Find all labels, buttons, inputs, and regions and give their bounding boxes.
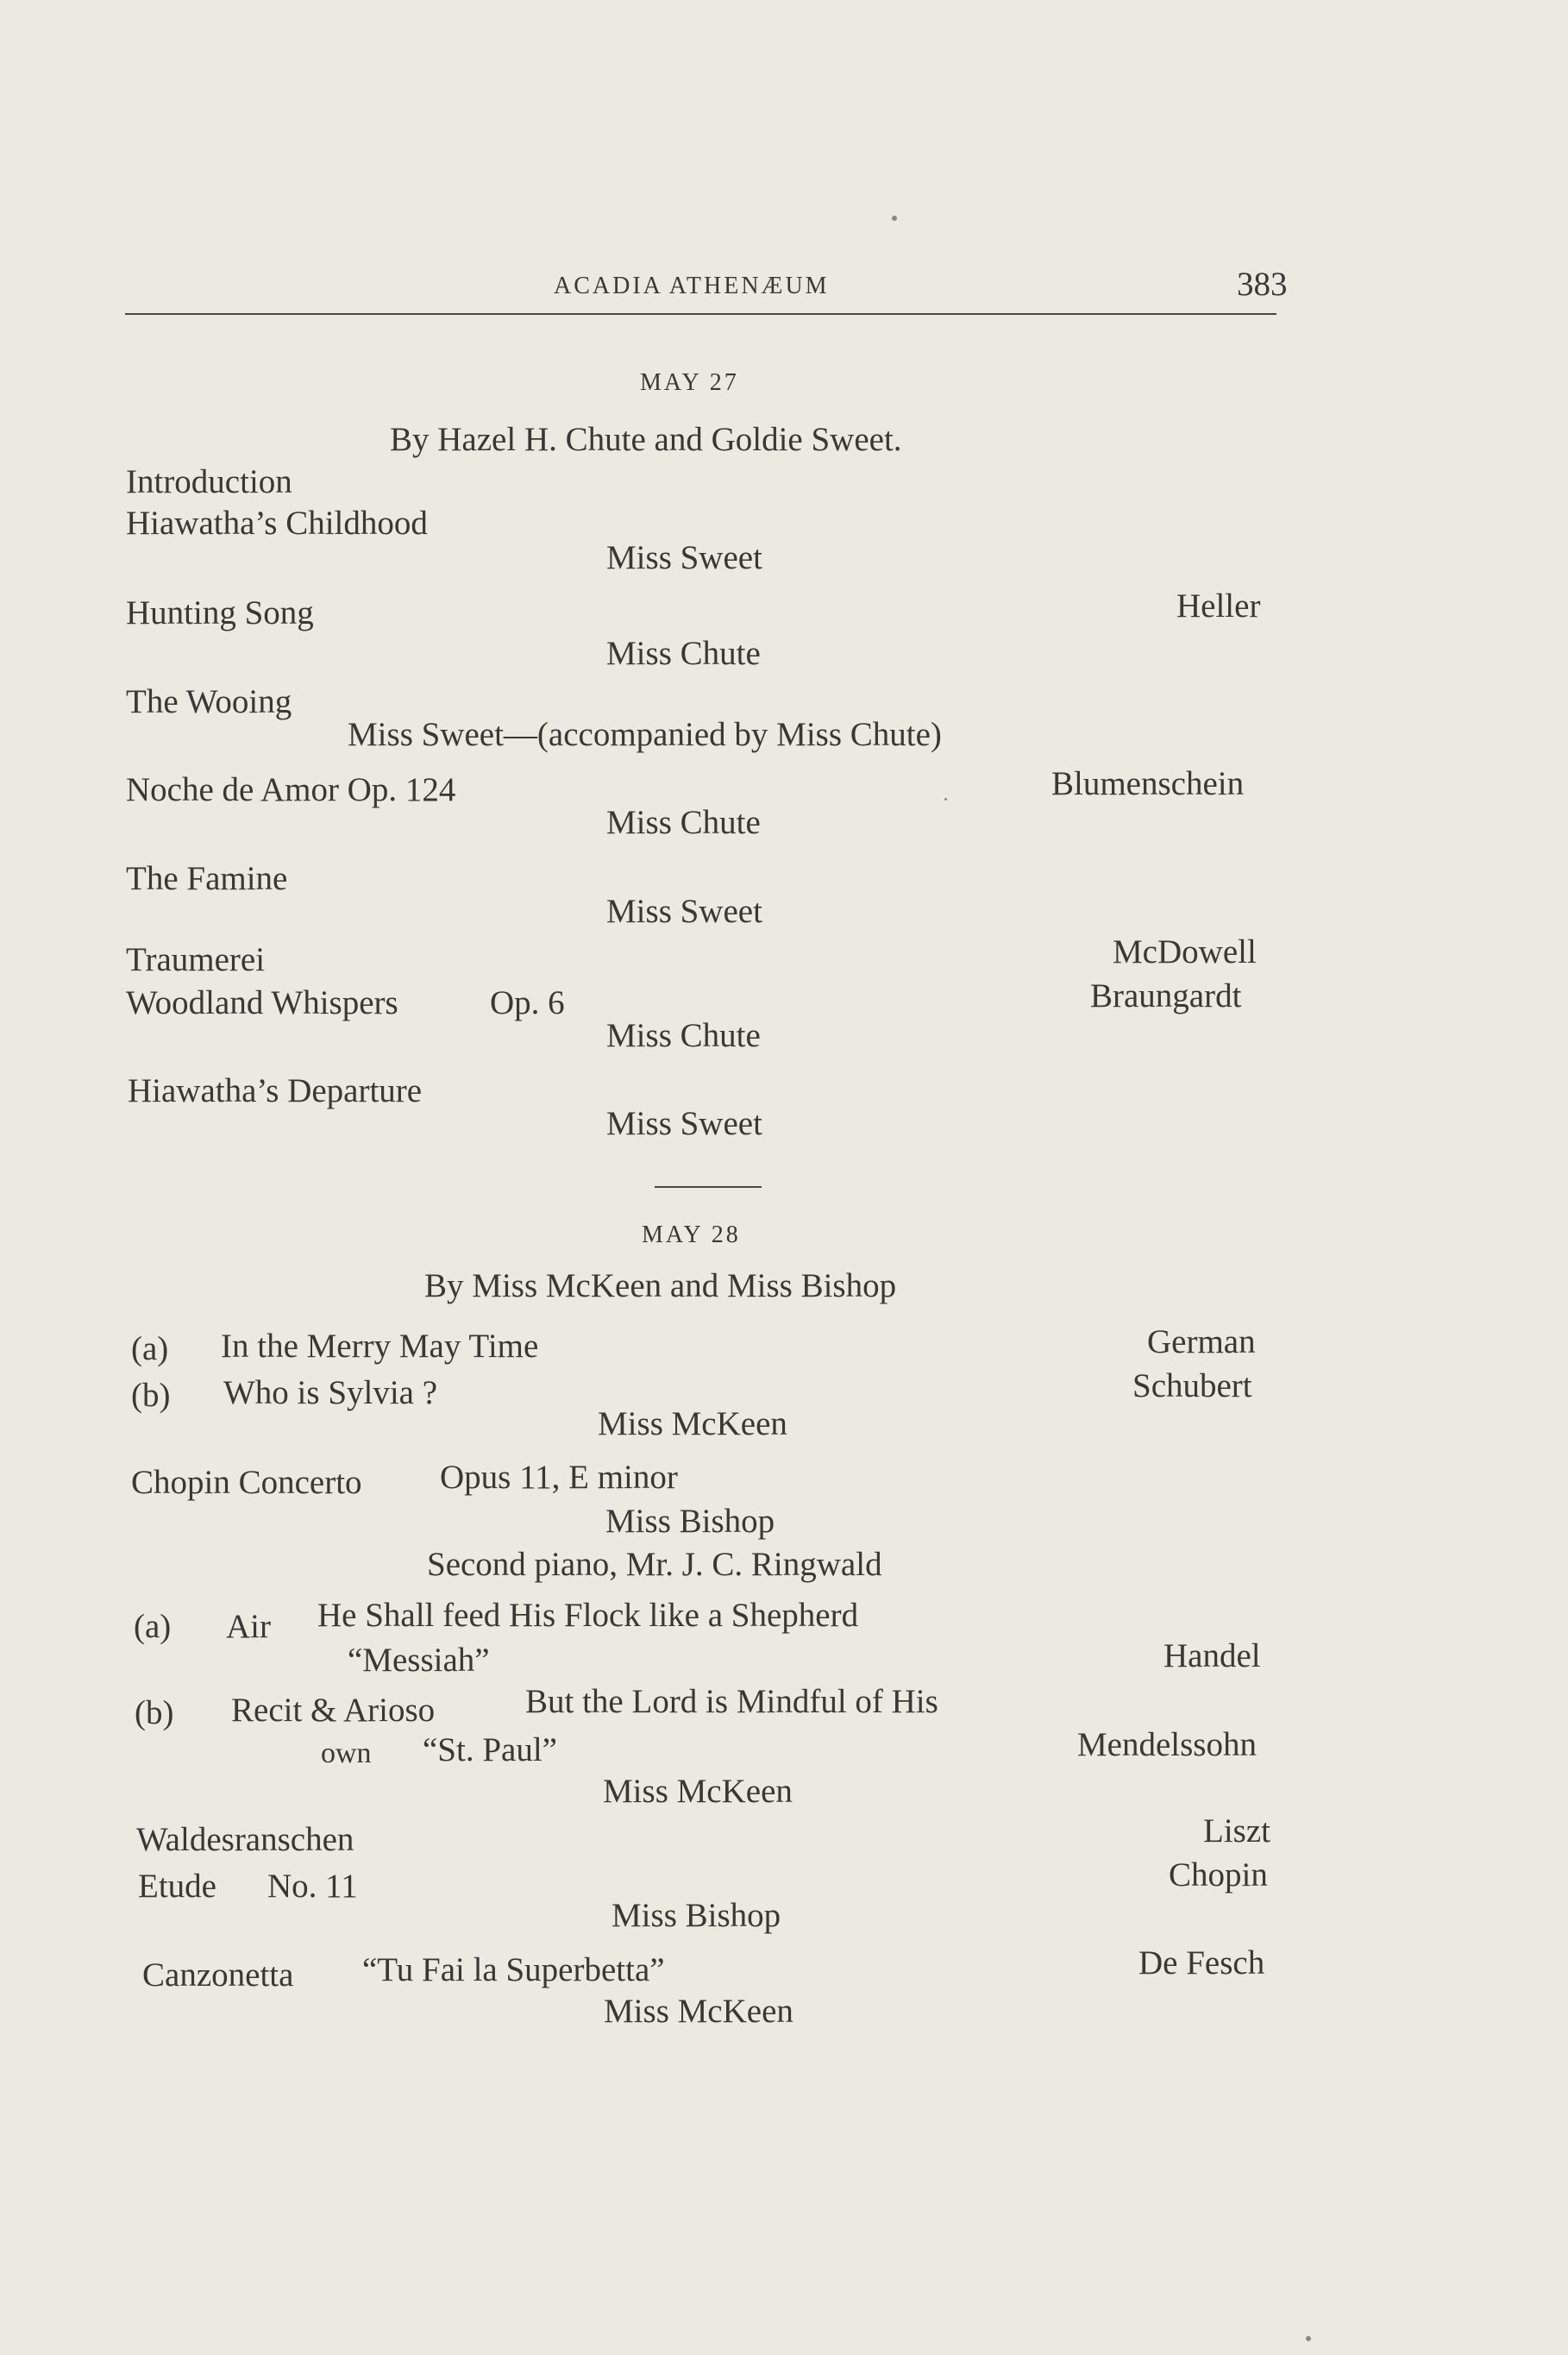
may27-the-wooing: The Wooing [126, 683, 292, 720]
may28-performers: By Miss McKeen and Miss Bishop [424, 1267, 897, 1304]
may27-hunting-song: Hunting Song [126, 594, 314, 631]
section-divider [655, 1186, 762, 1188]
may28-but-the-lord-is-mindful: But the Lord is Mindful of His [525, 1683, 938, 1720]
may28-chopin-concerto: Chopin Concerto [131, 1464, 362, 1501]
may28-waldesranschen: Waldesranschen [136, 1821, 354, 1858]
may27-woodland-composer: Braungardt [1090, 977, 1242, 1014]
paper-speck [1306, 2336, 1311, 2341]
may28-chopin-opus: Opus 11, E minor [440, 1459, 678, 1496]
may27-performer-5: Miss Sweet [606, 893, 762, 930]
may28-etude: Etude [138, 1868, 216, 1905]
may28-in-the-merry-may-time: In the Merry May Time [221, 1328, 539, 1365]
may28-who-is-sylvia: Who is Sylvia ? [223, 1374, 438, 1411]
may28-item-b2-kind: Recit & Arioso [231, 1692, 436, 1729]
may28-item-a2-marker: (a) [134, 1608, 172, 1645]
may28-performer-1: Miss McKeen [598, 1405, 787, 1442]
may27-noche-composer: Blumenschein [1051, 765, 1245, 802]
may28-etude-number: No. 11 [267, 1868, 358, 1905]
may28-etude-composer: Chopin [1169, 1856, 1268, 1893]
paper-speck [944, 798, 947, 801]
may28-item-b2-marker: (b) [135, 1694, 174, 1731]
may28-canzonetta-composer: De Fesch [1138, 1944, 1265, 1981]
may27-hiawathas-departure: Hiawatha’s Departure [128, 1072, 423, 1109]
paper-speck [892, 216, 897, 221]
may27-performer-1: Miss Sweet [606, 539, 762, 576]
may28-performer-5: Miss McKeen [604, 1993, 793, 2030]
may27-woodland-opus: Op. 6 [490, 984, 565, 1021]
may28-he-shall-feed-his-flock: He Shall feed His Flock like a Shepherd [317, 1597, 859, 1634]
may28-performer-3: Miss McKeen [603, 1773, 793, 1810]
may27-hiawathas-childhood: Hiawatha’s Childhood [126, 505, 428, 542]
may27-performer-4: Miss Chute [606, 804, 761, 841]
may28-item-b2-title-cont: own [321, 1737, 372, 1769]
header-rule [125, 313, 1276, 315]
may28-item-a1-composer: German [1147, 1323, 1256, 1360]
may28-st-paul: “St. Paul” [423, 1731, 557, 1768]
may28-performer-4: Miss Bishop [612, 1897, 781, 1934]
may27-performer-2: Miss Chute [606, 635, 761, 672]
page-number: 383 [1237, 266, 1288, 303]
may28-item-a2-kind: Air [226, 1608, 271, 1645]
may27-the-famine: The Famine [126, 860, 288, 897]
may28-item-b1-marker: (b) [131, 1377, 171, 1414]
may27-performer-7: Miss Sweet [606, 1105, 762, 1142]
may27-woodland-whispers: Woodland Whispers [126, 984, 398, 1021]
may27-introduction: Introduction [126, 463, 292, 500]
may28-item-a2-composer: Handel [1163, 1637, 1261, 1674]
may28-item-a1-marker: (a) [131, 1330, 169, 1367]
may27-traumerei-composer: McDowell [1113, 933, 1257, 970]
may28-item-b2-composer: Mendelssohn [1077, 1726, 1257, 1763]
may28-walde-composer: Liszt [1203, 1812, 1270, 1849]
may27-performers: By Hazel H. Chute and Goldie Sweet. [390, 421, 902, 458]
may28-second-piano: Second piano, Mr. J. C. Ringwald [427, 1546, 882, 1583]
may28-messiah: “Messiah” [348, 1642, 490, 1679]
running-title: ACADIA ATHENÆUM [554, 273, 830, 299]
may28-canzonetta-subtitle: “Tu Fai la Superbetta” [362, 1951, 665, 1988]
may27-performer-3: Miss Sweet—(accompanied by Miss Chute) [348, 716, 942, 753]
may28-item-b1-composer: Schubert [1132, 1367, 1252, 1404]
may27-noche-de-amor: Noche de Amor Op. 124 [126, 771, 456, 808]
may27-hunting-composer: Heller [1176, 587, 1261, 625]
may27-traumerei: Traumerei [126, 941, 266, 978]
may28-canzonetta: Canzonetta [142, 1956, 294, 1994]
may27-date: MAY 27 [640, 369, 739, 396]
may28-performer-2: Miss Bishop [605, 1503, 775, 1540]
may27-performer-6: Miss Chute [606, 1017, 761, 1054]
may28-date: MAY 28 [642, 1221, 741, 1248]
